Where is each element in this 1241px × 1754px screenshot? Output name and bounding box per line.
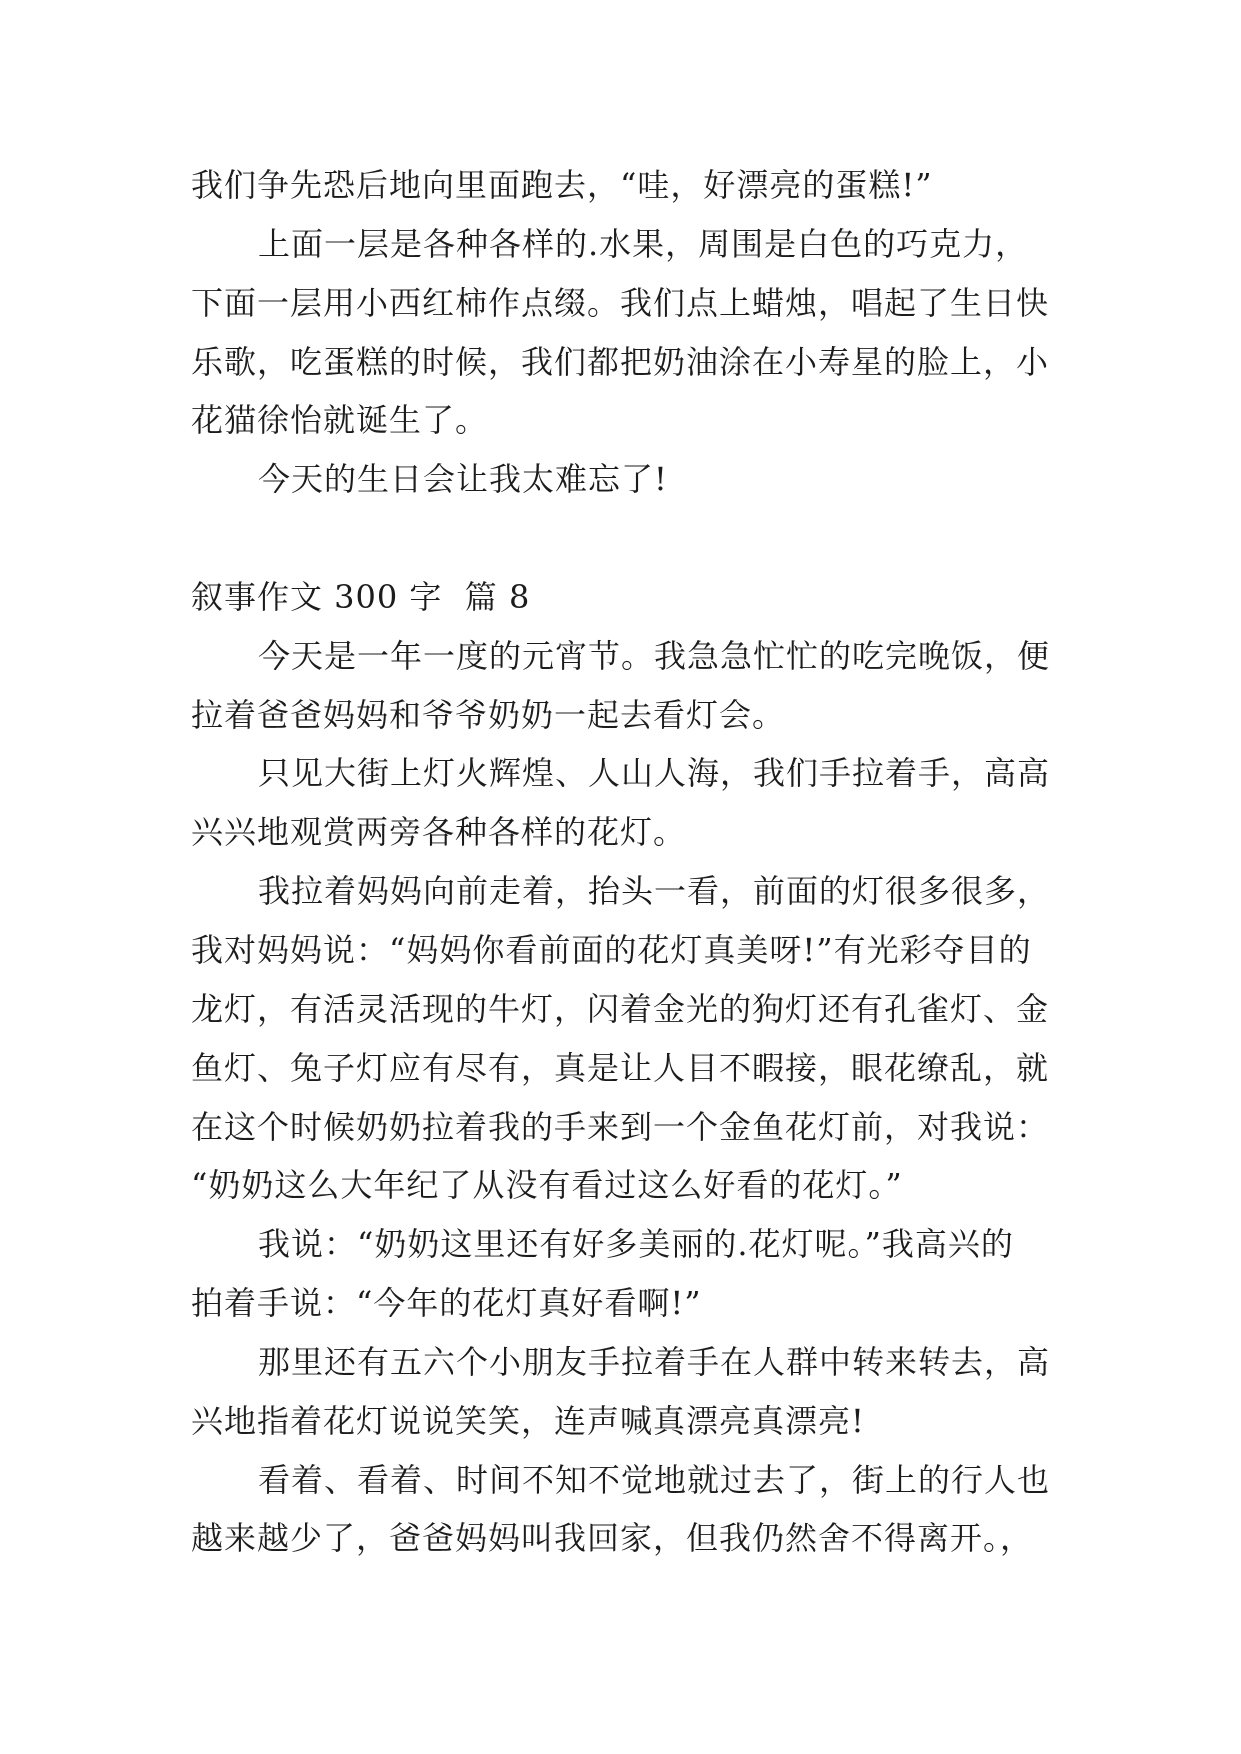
text-line: 越来越少了，爸爸妈妈叫我回家，但我仍然舍不得离开。， xyxy=(191,1519,1034,1558)
text-line: 上面一层是各种各样的.水果，周围是白色的巧克力， xyxy=(258,224,1029,263)
paragraph xyxy=(191,627,1091,745)
text-line: 龙灯，有活灵活现的牛灯，闪着金光的狗灯还有孔雀灯、金 xyxy=(191,989,1050,1028)
paragraph xyxy=(191,1215,1091,1333)
document-body xyxy=(191,156,1091,1568)
paragraph xyxy=(191,1333,1091,1451)
text-line: 拉着爸爸妈妈和爷爷奶奶一起去看灯会。 xyxy=(191,695,786,734)
text-line: 在这个时候奶奶拉着我的手来到一个金鱼花灯前，对我说： xyxy=(191,1107,1050,1146)
paragraph xyxy=(191,215,1091,450)
text-line: “奶奶这么大年纪了从没有看过这么好看的花灯。” xyxy=(191,1166,903,1205)
text-line: 拍着手说：“今年的花灯真好看啊!” xyxy=(191,1284,702,1323)
section-heading-block xyxy=(191,568,1091,627)
text-line: 花猫徐怡就诞生了。 xyxy=(191,401,489,440)
section-heading: 叙事作文 300 字 篇 8 xyxy=(191,577,531,616)
text-line: 鱼灯、兔子灯应有尽有，真是让人目不暇接，眼花缭乱，就 xyxy=(191,1048,1050,1087)
paragraph xyxy=(191,1451,1091,1569)
text-line: 我们争先恐后地向里面跑去，“哇，好漂亮的蛋糕!” xyxy=(191,166,933,204)
text-line: 兴兴地观赏两旁各种各样的花灯。 xyxy=(191,813,687,852)
paragraph xyxy=(191,450,1091,509)
text-line: 下面一层用小西红柿作点缀。我们点上蜡烛，唱起了生日快 xyxy=(191,283,1050,322)
paragraph xyxy=(191,744,1091,862)
text-line: 乐歌，吃蛋糕的时候，我们都把奶油涂在小寿星的脸上，小 xyxy=(191,342,1050,381)
paragraph xyxy=(191,862,1091,1215)
blank-line xyxy=(191,509,1091,568)
text-line: 我说：“奶奶这里还有好多美丽的.花灯呢。”我高兴的 xyxy=(258,1225,1014,1264)
text-line: 只见大街上灯火辉煌、人山人海，我们手拉着手，高高 xyxy=(258,754,1051,793)
paragraph xyxy=(191,156,1091,215)
text-line: 那里还有五六个小朋友手拉着手在人群中转来转去，高 xyxy=(258,1342,1051,1381)
text-line: 今天的生日会让我太难忘了! xyxy=(258,460,668,499)
text-line: 看着、看着、时间不知不觉地就过去了，街上的行人也 xyxy=(258,1460,1051,1499)
text-line: 兴地指着花灯说说笑笑，连声喊真漂亮真漂亮! xyxy=(191,1401,865,1440)
text-line: 我拉着妈妈向前走着，抬头一看，前面的灯很多很多， xyxy=(258,872,1051,911)
text-line: 我对妈妈说：“妈妈你看前面的花灯真美呀!”有光彩夺目的 xyxy=(191,930,1032,969)
text-line: 今天是一年一度的元宵节。我急急忙忙的吃完晚饭，便 xyxy=(258,636,1051,675)
